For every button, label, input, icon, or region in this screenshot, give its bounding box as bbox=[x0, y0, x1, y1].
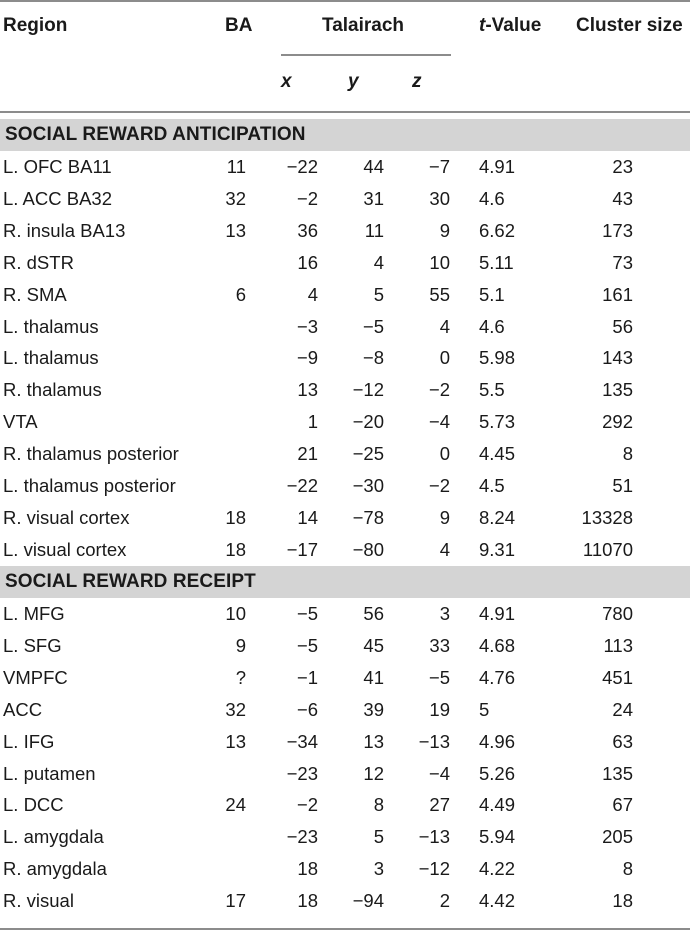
table-row bbox=[0, 471, 690, 502]
cell-y: 45 bbox=[363, 634, 384, 656]
cell-region: L. SFG bbox=[3, 634, 62, 656]
cell-region: L. thalamus bbox=[3, 347, 99, 369]
cell-z: −4 bbox=[428, 411, 450, 433]
cell-cluster-size: 24 bbox=[612, 698, 633, 720]
cell-region: R. visual cortex bbox=[3, 506, 130, 528]
cell-z: −7 bbox=[428, 156, 450, 177]
cell-y: −94 bbox=[352, 890, 384, 912]
cell-y: 11 bbox=[364, 219, 384, 241]
cell-cluster-size: 8 bbox=[622, 443, 633, 465]
cell-ba: 13 bbox=[225, 219, 246, 241]
table-row bbox=[0, 854, 690, 885]
section-header bbox=[0, 566, 690, 598]
cell-cluster-size: 780 bbox=[602, 603, 633, 624]
table-row bbox=[0, 407, 690, 438]
cell-ba: 18 bbox=[225, 538, 246, 560]
table-row bbox=[0, 439, 690, 470]
cell-t-value: 4.68 bbox=[479, 634, 516, 656]
cell-x: −22 bbox=[286, 156, 318, 177]
cell-cluster-size: 161 bbox=[602, 283, 633, 305]
cell-cluster-size: 67 bbox=[612, 794, 633, 816]
cell-z: −13 bbox=[418, 826, 450, 848]
cell-t-value: 9.31 bbox=[479, 538, 516, 560]
cell-t-value: 8.24 bbox=[479, 506, 516, 528]
cell-cluster-size: 51 bbox=[612, 475, 633, 496]
cell-x: −34 bbox=[286, 730, 318, 752]
cell-ba: 17 bbox=[225, 890, 246, 912]
cell-y: −5 bbox=[362, 315, 384, 337]
cell-x: 4 bbox=[307, 283, 318, 305]
cell-y: −78 bbox=[352, 506, 384, 528]
cell-z: 4 bbox=[439, 538, 450, 560]
cell-y: 5 bbox=[373, 826, 384, 848]
cell-region: L. OFC BA11 bbox=[3, 156, 112, 177]
cell-y: −20 bbox=[352, 411, 384, 433]
cell-region: R. amygdala bbox=[3, 858, 107, 880]
cell-region: L. amygdala bbox=[3, 826, 104, 848]
cell-y: 3 bbox=[373, 858, 384, 880]
table-row bbox=[0, 184, 690, 215]
cell-region: R. insula BA13 bbox=[3, 219, 126, 241]
cell-cluster-size: 113 bbox=[603, 634, 633, 656]
cell-ba: 32 bbox=[225, 698, 246, 720]
cell-y: 44 bbox=[363, 156, 384, 177]
header-x: x bbox=[281, 71, 292, 92]
cell-z: −2 bbox=[428, 475, 450, 496]
header-cluster-size: Cluster size bbox=[576, 15, 683, 36]
cell-ba: 9 bbox=[235, 634, 246, 656]
header-bottom-rule bbox=[0, 111, 690, 113]
cell-t-value: 4.6 bbox=[479, 187, 505, 209]
cell-x: −9 bbox=[296, 347, 318, 369]
section-header bbox=[0, 119, 690, 151]
table-row bbox=[0, 599, 690, 630]
table-row bbox=[0, 822, 690, 853]
cell-t-value: 4.96 bbox=[479, 730, 516, 752]
cell-z: 0 bbox=[439, 347, 450, 369]
cell-x: 21 bbox=[297, 443, 318, 465]
cell-region: ACC bbox=[3, 698, 43, 720]
cell-region: R. thalamus posterior bbox=[3, 443, 179, 465]
cell-cluster-size: 13328 bbox=[581, 506, 633, 528]
cell-cluster-size: 173 bbox=[602, 219, 633, 241]
cell-cluster-size: 143 bbox=[602, 347, 633, 369]
cell-region: VMPFC bbox=[3, 666, 68, 688]
cell-cluster-size: 11070 bbox=[582, 538, 633, 560]
cell-t-value: 5 bbox=[479, 698, 490, 720]
cell-y: −80 bbox=[352, 538, 384, 560]
cell-x: 13 bbox=[297, 379, 318, 401]
cell-t-value: 4.5 bbox=[479, 475, 505, 496]
cell-z: 19 bbox=[429, 698, 450, 720]
table-row bbox=[0, 727, 690, 758]
cell-z: 33 bbox=[429, 634, 450, 656]
cell-cluster-size: 205 bbox=[602, 826, 633, 848]
cell-t-value: 5.94 bbox=[479, 826, 516, 848]
table-row bbox=[0, 248, 690, 279]
cell-ba: 18 bbox=[225, 506, 246, 528]
cell-x: −2 bbox=[296, 187, 318, 209]
cell-t-value: 4.49 bbox=[479, 794, 516, 816]
cell-x: −5 bbox=[296, 603, 318, 624]
header-talairach: Talairach bbox=[322, 15, 405, 36]
cell-ba: 10 bbox=[225, 603, 246, 624]
table-row bbox=[0, 152, 690, 183]
cell-cluster-size: 73 bbox=[612, 251, 633, 273]
cell-region: L. DCC bbox=[3, 794, 64, 816]
cell-x: 1 bbox=[307, 411, 318, 433]
cell-region: L. MFG bbox=[3, 603, 65, 624]
cell-cluster-size: 8 bbox=[622, 858, 633, 880]
table-row bbox=[0, 535, 690, 566]
cell-z: −13 bbox=[418, 730, 450, 752]
cell-x: −1 bbox=[296, 666, 318, 688]
cell-y: 56 bbox=[363, 603, 384, 624]
cell-x: −6 bbox=[296, 698, 318, 720]
cell-region: R. thalamus bbox=[3, 379, 102, 401]
cell-x: 18 bbox=[297, 858, 318, 880]
cell-region: L. ACC BA32 bbox=[3, 187, 113, 209]
cell-region: L. thalamus bbox=[3, 315, 99, 337]
cell-y: −30 bbox=[352, 475, 384, 496]
cell-z: 27 bbox=[429, 794, 450, 816]
cell-z: 30 bbox=[429, 187, 450, 209]
cell-region: L. visual cortex bbox=[3, 538, 127, 560]
cell-t-value: 4.91 bbox=[479, 156, 516, 177]
cell-t-value: 4.22 bbox=[479, 858, 516, 880]
header-t-value bbox=[479, 15, 541, 37]
cell-cluster-size: 56 bbox=[612, 315, 633, 337]
talairach-rule bbox=[281, 54, 451, 56]
cell-z: −4 bbox=[428, 762, 450, 784]
cell-t-value: 5.1 bbox=[479, 283, 505, 305]
header-z: z bbox=[412, 71, 422, 92]
cell-x: −23 bbox=[286, 762, 318, 784]
cell-y: 41 bbox=[363, 666, 384, 688]
cell-x: −5 bbox=[296, 634, 318, 656]
cell-z: 0 bbox=[439, 443, 450, 465]
table-row bbox=[0, 886, 690, 917]
cell-cluster-size: 63 bbox=[612, 730, 633, 752]
cell-x: 14 bbox=[297, 506, 318, 528]
table-bottom-rule bbox=[0, 928, 690, 930]
table-row bbox=[0, 663, 690, 694]
table-row bbox=[0, 375, 690, 406]
section-title: SOCIAL REWARD RECEIPT bbox=[5, 571, 256, 592]
table-row bbox=[0, 503, 690, 534]
cell-t-value: 5.73 bbox=[479, 411, 516, 433]
cell-z: 3 bbox=[439, 603, 450, 624]
header-t-prefix: t bbox=[479, 15, 486, 36]
cell-region: R. visual bbox=[3, 890, 74, 912]
cell-ba: 13 bbox=[225, 730, 246, 752]
table-row bbox=[0, 759, 690, 790]
cell-y: 8 bbox=[373, 794, 384, 816]
table-row bbox=[0, 790, 690, 821]
cell-t-value: 4.76 bbox=[479, 666, 516, 688]
cell-t-value: 4.91 bbox=[479, 603, 516, 624]
cell-x: −23 bbox=[286, 826, 318, 848]
cell-region: L. IFG bbox=[3, 730, 55, 752]
cell-ba: 32 bbox=[225, 187, 246, 209]
table-row bbox=[0, 343, 690, 374]
cell-cluster-size: 23 bbox=[612, 156, 633, 177]
cell-ba: 24 bbox=[225, 794, 246, 816]
cell-z: 55 bbox=[429, 283, 450, 305]
cell-y: −8 bbox=[362, 347, 384, 369]
cell-y: 39 bbox=[363, 698, 384, 720]
cell-z: −12 bbox=[418, 858, 450, 880]
cell-t-value: 6.62 bbox=[479, 219, 516, 241]
cell-t-value: 5.26 bbox=[479, 762, 516, 784]
header-t-suffix: -Value bbox=[485, 15, 542, 36]
table-row bbox=[0, 216, 690, 247]
cell-ba: 6 bbox=[235, 283, 246, 305]
table-row bbox=[0, 280, 690, 311]
cell-cluster-size: 18 bbox=[612, 890, 633, 912]
cell-y: 13 bbox=[363, 730, 384, 752]
cell-y: 31 bbox=[363, 187, 384, 209]
cell-t-value: 5.11 bbox=[479, 251, 514, 273]
table-row bbox=[0, 312, 690, 343]
cell-region: VTA bbox=[3, 411, 38, 433]
cell-z: 2 bbox=[439, 890, 450, 912]
cell-region: R. dSTR bbox=[3, 251, 74, 273]
cell-region: L. putamen bbox=[3, 762, 96, 784]
table-row bbox=[0, 695, 690, 726]
cell-cluster-size: 43 bbox=[612, 187, 633, 209]
cell-region: L. thalamus posterior bbox=[3, 475, 176, 496]
cell-y: −12 bbox=[352, 379, 384, 401]
cell-z: −2 bbox=[428, 379, 450, 401]
cell-y: −25 bbox=[352, 443, 384, 465]
header-y: y bbox=[348, 71, 359, 92]
cell-cluster-size: 292 bbox=[602, 411, 633, 433]
cell-t-value: 5.5 bbox=[479, 379, 505, 401]
cell-x: −22 bbox=[286, 475, 318, 496]
cell-cluster-size: 135 bbox=[602, 762, 633, 784]
cell-x: −2 bbox=[296, 794, 318, 816]
cell-t-value: 4.42 bbox=[479, 890, 516, 912]
cell-cluster-size: 135 bbox=[602, 379, 633, 401]
cell-region: R. SMA bbox=[3, 283, 67, 305]
cell-t-value: 4.45 bbox=[479, 443, 516, 465]
header-region: Region bbox=[3, 15, 68, 36]
cell-z: 9 bbox=[439, 506, 450, 528]
cell-z: −5 bbox=[428, 666, 450, 688]
cell-cluster-size: 451 bbox=[602, 666, 633, 688]
cell-ba: ? bbox=[235, 666, 246, 688]
cell-y: 5 bbox=[373, 283, 384, 305]
cell-x: 18 bbox=[297, 890, 318, 912]
cell-z: 10 bbox=[429, 251, 450, 273]
cell-t-value: 4.6 bbox=[479, 315, 505, 337]
section-title: SOCIAL REWARD ANTICIPATION bbox=[5, 124, 306, 145]
table-row bbox=[0, 631, 690, 662]
cell-x: 16 bbox=[297, 251, 318, 273]
header-ba: BA bbox=[225, 15, 253, 36]
cell-ba: 11 bbox=[226, 156, 246, 177]
cell-x: 36 bbox=[297, 219, 318, 241]
cell-z: 9 bbox=[439, 219, 450, 241]
cell-x: −17 bbox=[286, 538, 318, 560]
cell-z: 4 bbox=[439, 315, 450, 337]
cell-y: 12 bbox=[363, 762, 384, 784]
cell-x: −3 bbox=[296, 315, 318, 337]
cell-t-value: 5.98 bbox=[479, 347, 516, 369]
table-top-rule bbox=[0, 0, 690, 2]
cell-y: 4 bbox=[373, 251, 384, 273]
